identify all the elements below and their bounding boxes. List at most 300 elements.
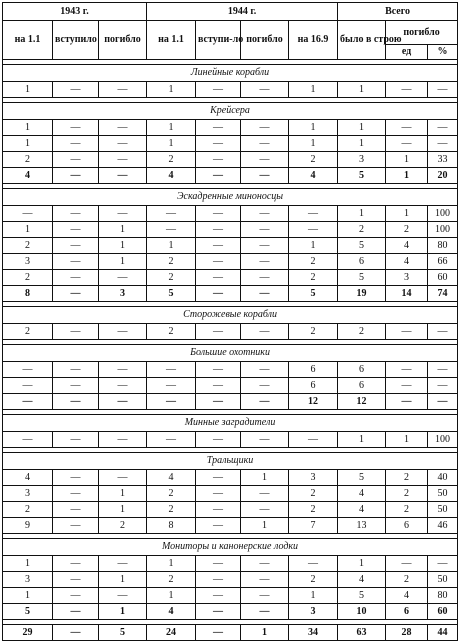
table-cell: —	[53, 378, 99, 394]
table-cell: 8	[3, 286, 53, 302]
table-cell: —	[241, 120, 289, 136]
table-cell: 5	[99, 625, 147, 641]
table-cell: —	[3, 394, 53, 410]
table-cell: 8	[147, 518, 196, 534]
table-cell: —	[428, 324, 458, 340]
table-cell: —	[99, 588, 147, 604]
table-cell: —	[99, 206, 147, 222]
table-cell: 1	[289, 238, 338, 254]
table-cell: 100	[428, 222, 458, 238]
table-cell: 2	[3, 270, 53, 286]
table-cell: 1	[241, 518, 289, 534]
table-cell: —	[386, 556, 428, 572]
table-cell: 46	[428, 518, 458, 534]
table-cell: —	[53, 470, 99, 486]
table-cell: 1	[338, 556, 386, 572]
table-row	[3, 222, 458, 238]
table-cell: 5	[147, 286, 196, 302]
table-cell: 3	[386, 270, 428, 286]
section-title: Большие охотники	[3, 345, 458, 362]
table-cell: —	[428, 394, 458, 410]
table-cell: 4	[386, 588, 428, 604]
table-cell: —	[99, 556, 147, 572]
table-cell: —	[53, 502, 99, 518]
table-cell: 5	[338, 168, 386, 184]
table-row	[3, 254, 458, 270]
table-cell: —	[196, 572, 241, 588]
table-cell: —	[53, 222, 99, 238]
table-cell: 6	[386, 604, 428, 620]
table-cell: —	[241, 168, 289, 184]
header-year-1943: 1943 г.	[3, 3, 147, 21]
table-cell: —	[3, 362, 53, 378]
table-cell: 60	[428, 270, 458, 286]
table-cell: —	[241, 82, 289, 98]
table-cell: —	[289, 556, 338, 572]
table-cell: —	[99, 120, 147, 136]
table-cell: 100	[428, 432, 458, 448]
table-cell: —	[53, 254, 99, 270]
header-1944-lost: погибло	[241, 21, 289, 60]
table-row	[3, 238, 458, 254]
table-cell: —	[241, 502, 289, 518]
table-row-subtotal	[3, 286, 458, 302]
table-cell: —	[196, 604, 241, 620]
header-total-was-in-service: было в строю	[338, 21, 386, 60]
table-cell: 2	[289, 324, 338, 340]
header-units: ед	[386, 45, 428, 60]
table-cell: 2	[386, 222, 428, 238]
table-cell: —	[53, 588, 99, 604]
table-cell: —	[241, 136, 289, 152]
table-row	[3, 270, 458, 286]
section-header-row	[3, 103, 458, 120]
table-cell: 1	[3, 136, 53, 152]
table-cell: —	[289, 222, 338, 238]
header-total: Всего	[338, 3, 458, 21]
table-cell: —	[428, 556, 458, 572]
table-row	[3, 588, 458, 604]
table-cell: 5	[289, 286, 338, 302]
table-cell: 1	[338, 432, 386, 448]
section-header-row	[3, 345, 458, 362]
table-cell: —	[196, 286, 241, 302]
table-cell: —	[196, 270, 241, 286]
table-row	[3, 470, 458, 486]
table-cell: 63	[338, 625, 386, 641]
section-header-row	[3, 453, 458, 470]
table-cell: —	[53, 152, 99, 168]
table-cell: 1	[147, 82, 196, 98]
table-cell: 1	[289, 136, 338, 152]
table-cell: 1	[386, 432, 428, 448]
table-cell: 4	[289, 168, 338, 184]
header-1944-on-sep16: на 16.9	[289, 21, 338, 60]
table-cell: 1	[3, 120, 53, 136]
table-cell: —	[241, 394, 289, 410]
table-cell: —	[99, 394, 147, 410]
table-cell: —	[386, 394, 428, 410]
table-row-grand-total	[3, 625, 458, 641]
table-cell: —	[241, 588, 289, 604]
table-cell: 66	[428, 254, 458, 270]
table-cell: 60	[428, 604, 458, 620]
table-row	[3, 136, 458, 152]
table-row	[3, 432, 458, 448]
table-cell: 3	[3, 254, 53, 270]
table-cell: —	[53, 82, 99, 98]
table-cell: 2	[386, 572, 428, 588]
table-cell: 2	[289, 152, 338, 168]
table-cell: —	[99, 136, 147, 152]
table-cell: —	[196, 378, 241, 394]
table-cell: 6	[289, 378, 338, 394]
table-cell: 4	[3, 470, 53, 486]
table-cell: 4	[147, 168, 196, 184]
table-cell: —	[241, 270, 289, 286]
table-cell: 2	[386, 486, 428, 502]
table-cell: 1	[147, 588, 196, 604]
table-cell: —	[53, 120, 99, 136]
table-cell: —	[428, 378, 458, 394]
table-cell: —	[428, 362, 458, 378]
table-cell: —	[386, 136, 428, 152]
table-cell: 34	[289, 625, 338, 641]
section-title: Эскадренные миноносцы	[3, 189, 458, 206]
section-header-row	[3, 189, 458, 206]
table-cell: —	[428, 120, 458, 136]
table-cell: 2	[289, 254, 338, 270]
table-cell: —	[3, 206, 53, 222]
table-cell: —	[99, 270, 147, 286]
table-cell: 1	[147, 556, 196, 572]
table-cell: 2	[3, 324, 53, 340]
table-cell: 14	[386, 286, 428, 302]
table-cell: —	[241, 362, 289, 378]
table-row	[3, 206, 458, 222]
table-cell: 2	[289, 502, 338, 518]
section-header-row	[3, 415, 458, 432]
table-cell: —	[196, 222, 241, 238]
table-cell: —	[386, 362, 428, 378]
table-cell: —	[99, 378, 147, 394]
table-cell: 2	[338, 222, 386, 238]
table-cell: 6	[338, 362, 386, 378]
table-cell: —	[99, 324, 147, 340]
table-cell: —	[241, 152, 289, 168]
table-cell: —	[99, 168, 147, 184]
header-total-lost: погибло	[386, 21, 458, 45]
table-cell: —	[3, 432, 53, 448]
table-cell: 1	[99, 238, 147, 254]
table-cell: —	[386, 324, 428, 340]
table-row	[3, 152, 458, 168]
table-cell: —	[241, 324, 289, 340]
table-cell: 29	[3, 625, 53, 641]
table-cell: —	[53, 286, 99, 302]
table-cell: 1	[99, 222, 147, 238]
table-cell: 1	[289, 120, 338, 136]
table-cell: 5	[338, 470, 386, 486]
table-cell: —	[147, 222, 196, 238]
table-cell: —	[386, 378, 428, 394]
table-cell: —	[99, 470, 147, 486]
section-header-row	[3, 307, 458, 324]
table-cell: —	[99, 82, 147, 98]
table-cell: 2	[3, 238, 53, 254]
table-cell: 50	[428, 502, 458, 518]
table-cell: 40	[428, 470, 458, 486]
table-cell: —	[53, 625, 99, 641]
table-cell: 4	[386, 238, 428, 254]
table-cell: 1	[3, 222, 53, 238]
table-cell: 1	[3, 82, 53, 98]
table-row	[3, 572, 458, 588]
table-cell: —	[196, 324, 241, 340]
header-1944-entered: вступи-ло	[196, 21, 241, 60]
table-cell: 2	[147, 502, 196, 518]
table-cell: 2	[147, 324, 196, 340]
table-row	[3, 502, 458, 518]
table-row	[3, 82, 458, 98]
header-percent: %	[428, 45, 458, 60]
table-cell: —	[53, 168, 99, 184]
table-cell: 5	[3, 604, 53, 620]
table-cell: 3	[99, 286, 147, 302]
table-row	[3, 324, 458, 340]
table-cell: 1	[338, 82, 386, 98]
table-cell: 1	[147, 136, 196, 152]
table-cell: —	[241, 486, 289, 502]
table-cell: 3	[289, 604, 338, 620]
table-cell: 3	[3, 572, 53, 588]
table-cell: —	[53, 518, 99, 534]
header-1943-entered: вступило	[53, 21, 99, 60]
table-cell: —	[196, 588, 241, 604]
table-cell: 2	[147, 486, 196, 502]
table-cell: 6	[338, 378, 386, 394]
table-cell: —	[241, 556, 289, 572]
table-cell: 12	[338, 394, 386, 410]
section-title: Тральщики	[3, 453, 458, 470]
table-cell: 2	[289, 572, 338, 588]
table-cell: 2	[147, 572, 196, 588]
table-cell: —	[241, 432, 289, 448]
table-cell: —	[147, 394, 196, 410]
table-cell: 1	[289, 588, 338, 604]
table-cell: —	[53, 394, 99, 410]
table-cell: —	[53, 238, 99, 254]
table-cell: —	[196, 432, 241, 448]
section-title: Мониторы и канонерские лодки	[3, 539, 458, 556]
table-cell: —	[241, 222, 289, 238]
table-cell: —	[386, 120, 428, 136]
table-cell: —	[147, 362, 196, 378]
table-cell: 1	[147, 238, 196, 254]
table-cell: 5	[338, 270, 386, 286]
table-cell: 6	[338, 254, 386, 270]
table-cell: —	[53, 324, 99, 340]
table-cell: 1	[386, 206, 428, 222]
table-cell: 1	[99, 486, 147, 502]
table-cell: 20	[428, 168, 458, 184]
table-cell: 5	[338, 588, 386, 604]
table-cell: 4	[338, 502, 386, 518]
table-cell: 4	[338, 572, 386, 588]
table-cell: 1	[289, 82, 338, 98]
table-cell: —	[196, 152, 241, 168]
table-cell: —	[428, 136, 458, 152]
table-cell: 100	[428, 206, 458, 222]
table-cell: 10	[338, 604, 386, 620]
table-cell: 6	[386, 518, 428, 534]
table-cell: 2	[338, 324, 386, 340]
table-cell: 2	[386, 502, 428, 518]
table-cell: —	[196, 120, 241, 136]
header-1943-lost: погибло	[99, 21, 147, 60]
table-container	[2, 2, 457, 641]
table-cell: 3	[289, 470, 338, 486]
table-cell: —	[196, 518, 241, 534]
table-cell: —	[241, 572, 289, 588]
table-cell: 4	[386, 254, 428, 270]
table-row	[3, 486, 458, 502]
table-row	[3, 378, 458, 394]
table-cell: 80	[428, 238, 458, 254]
table-cell: —	[196, 136, 241, 152]
table-row-subtotal	[3, 394, 458, 410]
table-cell: —	[147, 378, 196, 394]
table-cell: —	[99, 432, 147, 448]
table-cell: 2	[289, 486, 338, 502]
section-title: Минные заградители	[3, 415, 458, 432]
table-cell: 4	[338, 486, 386, 502]
table-cell: —	[53, 486, 99, 502]
table-row-subtotal	[3, 604, 458, 620]
table-cell: 2	[99, 518, 147, 534]
table-cell: 44	[428, 625, 458, 641]
table-cell: 74	[428, 286, 458, 302]
table-cell: —	[53, 556, 99, 572]
table-cell: —	[53, 362, 99, 378]
table-cell: 1	[147, 120, 196, 136]
table-cell: 6	[289, 362, 338, 378]
table-cell: 4	[147, 604, 196, 620]
table-cell: 28	[386, 625, 428, 641]
table-cell: —	[53, 206, 99, 222]
table-cell: —	[53, 604, 99, 620]
table-cell: —	[428, 82, 458, 98]
table-cell: 2	[147, 254, 196, 270]
table-cell: —	[196, 486, 241, 502]
table-cell: 80	[428, 588, 458, 604]
table-cell: 50	[428, 486, 458, 502]
table-cell: —	[386, 82, 428, 98]
table-cell: 2	[3, 152, 53, 168]
table-cell: —	[196, 206, 241, 222]
table-cell: 2	[386, 470, 428, 486]
table-cell: —	[99, 152, 147, 168]
table-cell: 1	[241, 470, 289, 486]
table-cell: —	[196, 238, 241, 254]
table-cell: 33	[428, 152, 458, 168]
table-cell: 3	[338, 152, 386, 168]
section-header-row	[3, 65, 458, 82]
section-title: Крейсера	[3, 103, 458, 120]
table-cell: 2	[3, 502, 53, 518]
table-cell: 2	[147, 270, 196, 286]
table-cell: 4	[3, 168, 53, 184]
table-body	[3, 60, 458, 641]
table-cell: —	[196, 82, 241, 98]
table-cell: 7	[289, 518, 338, 534]
table-cell: —	[147, 206, 196, 222]
table-cell: 1	[386, 152, 428, 168]
table-cell: 19	[338, 286, 386, 302]
table-cell: —	[99, 362, 147, 378]
table-cell: —	[53, 432, 99, 448]
table-cell: 12	[289, 394, 338, 410]
table-cell: —	[241, 286, 289, 302]
table-row-subtotal	[3, 168, 458, 184]
table-cell: —	[196, 470, 241, 486]
table-cell: —	[53, 136, 99, 152]
table-row	[3, 518, 458, 534]
table-cell: —	[241, 378, 289, 394]
table-cell: —	[196, 394, 241, 410]
table-row	[3, 362, 458, 378]
table-cell: 50	[428, 572, 458, 588]
header-1944-on-jan1: на 1.1	[147, 21, 196, 60]
table-cell: —	[196, 362, 241, 378]
table-cell: 1	[338, 120, 386, 136]
table-cell: 1	[241, 625, 289, 641]
table-cell: 1	[99, 572, 147, 588]
table-cell: 2	[147, 152, 196, 168]
table-cell: —	[196, 168, 241, 184]
table-cell: —	[53, 572, 99, 588]
table-cell: —	[289, 432, 338, 448]
table-cell: 1	[3, 556, 53, 572]
table-cell: —	[241, 604, 289, 620]
section-title: Линейные корабли	[3, 65, 458, 82]
table-cell: 13	[338, 518, 386, 534]
table-cell: 1	[3, 588, 53, 604]
table-cell: —	[3, 378, 53, 394]
table-cell: 1	[99, 254, 147, 270]
table-cell: 4	[147, 470, 196, 486]
table-cell: —	[241, 238, 289, 254]
table-cell: 1	[99, 502, 147, 518]
section-header-row	[3, 539, 458, 556]
header-1943-on-jan1: на 1.1	[3, 21, 53, 60]
table-cell: —	[196, 556, 241, 572]
table-cell: 24	[147, 625, 196, 641]
table-cell: —	[196, 625, 241, 641]
table-header	[3, 3, 458, 60]
table-cell: —	[53, 270, 99, 286]
table-cell: 1	[338, 136, 386, 152]
table-cell: 1	[386, 168, 428, 184]
table-cell: —	[241, 206, 289, 222]
table-cell: 9	[3, 518, 53, 534]
table-row	[3, 556, 458, 572]
ship-losses-table	[2, 2, 458, 641]
table-cell: —	[147, 432, 196, 448]
table-cell: 1	[99, 604, 147, 620]
section-title: Сторожевые корабли	[3, 307, 458, 324]
table-cell: —	[241, 254, 289, 270]
